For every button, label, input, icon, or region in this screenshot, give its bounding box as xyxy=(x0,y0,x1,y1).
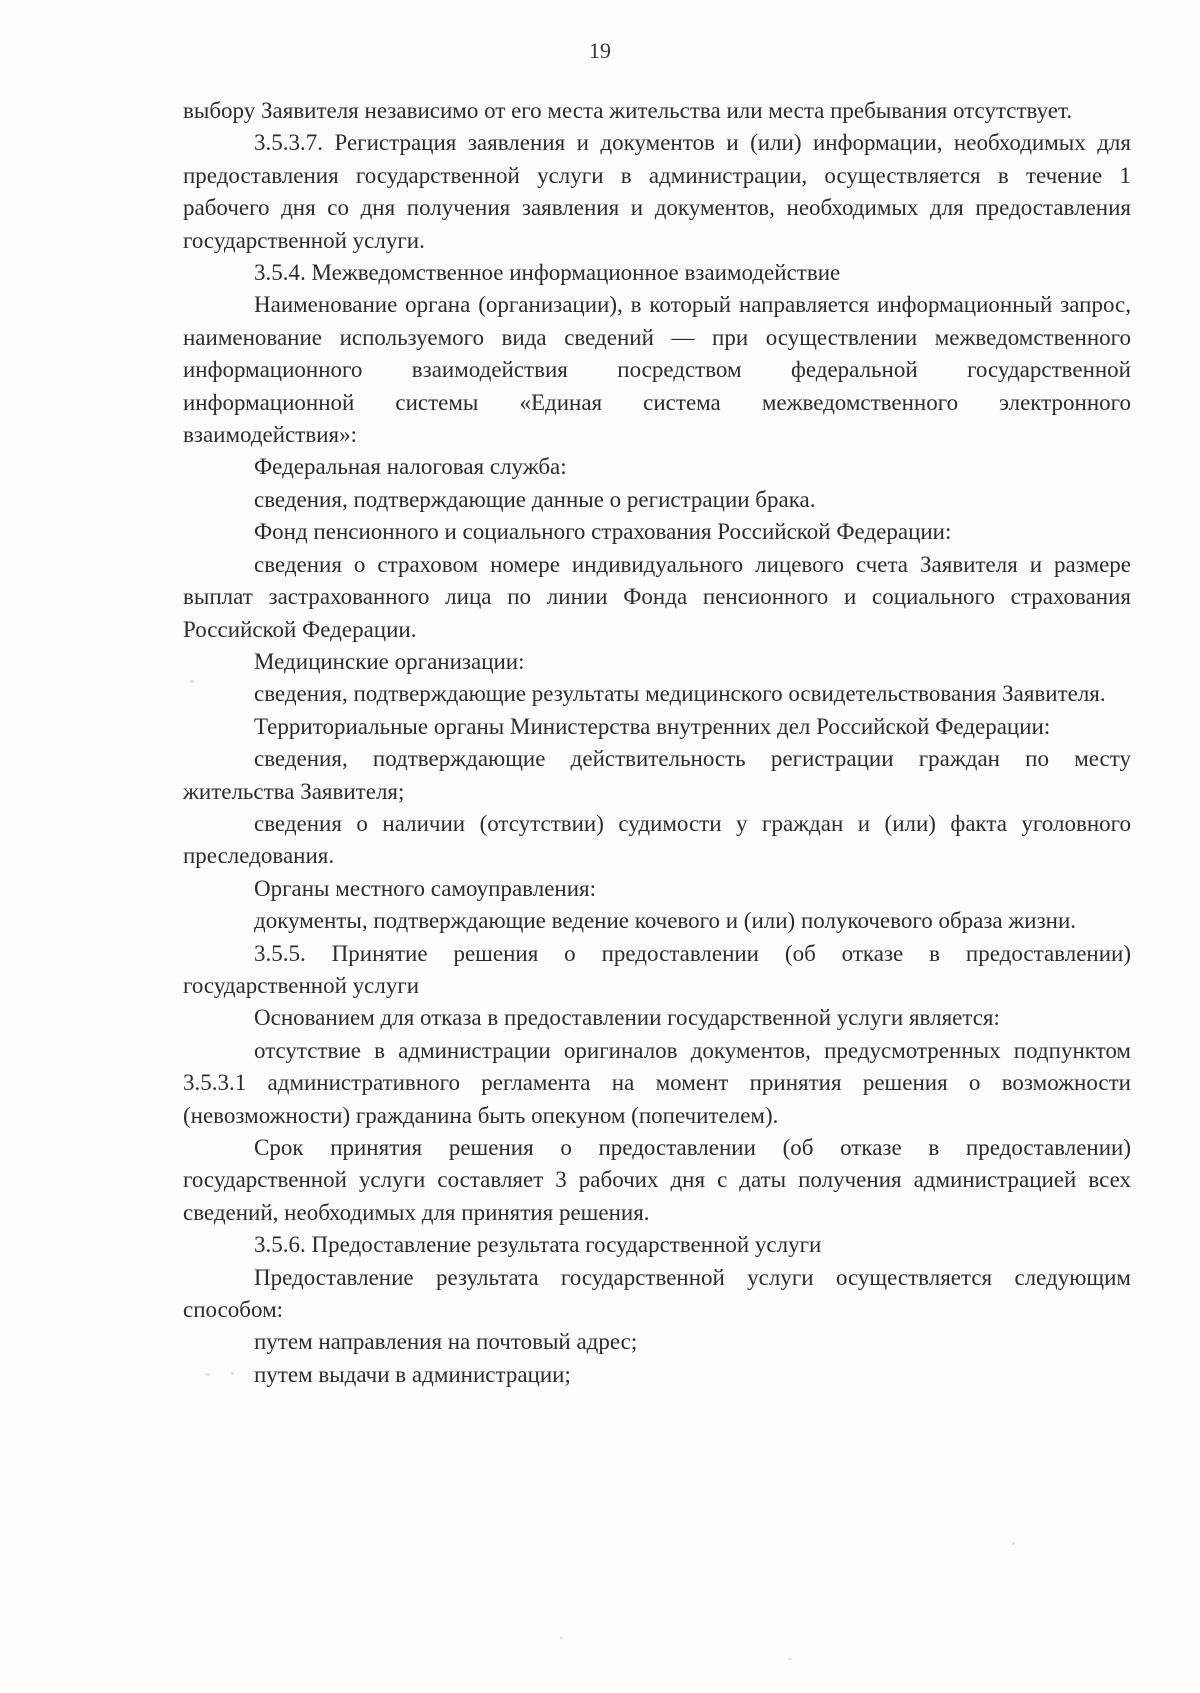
section-heading-3-5-4: 3.5.4. Межведомственное информационное взаимодействие xyxy=(254,260,841,286)
paragraph-missing-originals: отсутствие в администрации оригиналов документов, предусмотренных подпунктом 3.5.3.1 административного регламента на момент принятия решения о возможности (невозможности) гражданина быть опекуном (попечителем). xyxy=(183,1037,1131,1128)
paragraph-decision-term: Срок принятия решения о предоставлении (об отказе в предоставлении) государственной услуги составляет 3 рабочих дня с даты получения администрацией всех сведений, необходимых для принятия решения. xyxy=(183,1135,1131,1225)
info-residence-registration: сведения, подтверждающие действительность регистрации граждан по месту жительства Заявителя; xyxy=(183,746,1131,804)
paragraph-continuation: выбору Заявителя независимо от его места жительства или места пребывания отсутствует. xyxy=(183,98,1073,123)
agency-local-government: Органы местного самоуправления: xyxy=(254,875,597,901)
section-heading-3-5-5: 3.5.5. Принятие решения о предоставлении (об отказе в предоставлении) государственной услуги xyxy=(183,940,1131,998)
paragraph-3-5-3-7: 3.5.3.7. Регистрация заявления и документов и (или) информации, необходимых для предоставления государственной услуги в администрации, осуществляется в течение 1 рабочего дня со дня получения заявления и документов, необходимых для предоставления государственной услуги. xyxy=(183,130,1131,253)
scan-speck xyxy=(1012,1542,1015,1545)
list-item-postal: путем направления на почтовый адрес; xyxy=(254,1329,638,1355)
scan-speck xyxy=(205,1373,210,1376)
scan-speck xyxy=(560,1637,563,1639)
paragraph-interagency-request: Наименование органа (организации), в который направляется информационный запрос, наименование используемого вида сведений — при осуществлении межведомственного информационного взаимодействия посредством федеральной государственной информационной системы «Единая система межведомственного электронного взаимодействия»: xyxy=(183,292,1131,448)
info-criminal-record: сведения о наличии (отсутствии) судимости у граждан и (или) факта уголовного преследования. xyxy=(183,810,1131,869)
section-heading-3-5-6: 3.5.6. Предоставление результата государственной услуги xyxy=(254,1232,822,1258)
scan-speck xyxy=(788,1658,792,1660)
document-body xyxy=(183,95,1131,1391)
paragraph-result-method: Предоставление результата государственной услуги осуществляется следующим способом: xyxy=(183,1264,1131,1323)
agency-interior-ministry: Территориальные органы Министерства внутренних дел Российской Федерации: xyxy=(254,713,1051,739)
scan-speck xyxy=(190,680,194,683)
page-number: 19 xyxy=(589,38,611,63)
info-marriage-registration: сведения, подтверждающие данные о регистрации брака. xyxy=(254,486,816,512)
agency-tax-service: Федеральная налоговая служба: xyxy=(254,454,567,480)
paragraph-refusal-grounds: Основанием для отказа в предоставлении государственной услуги является: xyxy=(254,1005,1000,1031)
agency-medical-organizations: Медицинские организации: xyxy=(254,648,525,674)
info-nomadic-lifestyle: документы, подтверждающие ведение кочевого и (или) полукочевого образа жизни. xyxy=(254,908,1077,934)
info-medical-examination: сведения, подтверждающие результаты медицинского освидетельствования Заявителя. xyxy=(254,681,1106,707)
info-insurance-number: сведения о страховом номере индивидуального лицевого счета Заявителя и размере выплат застрахованного лица по линии Фонда пенсионного и социального страхования Российской Федерации. xyxy=(183,551,1131,642)
agency-pension-fund: Фонд пенсионного и социального страхования Российской Федерации: xyxy=(254,519,952,545)
scan-speck xyxy=(231,1372,234,1375)
list-item-in-person: путем выдачи в администрации; xyxy=(254,1361,571,1387)
